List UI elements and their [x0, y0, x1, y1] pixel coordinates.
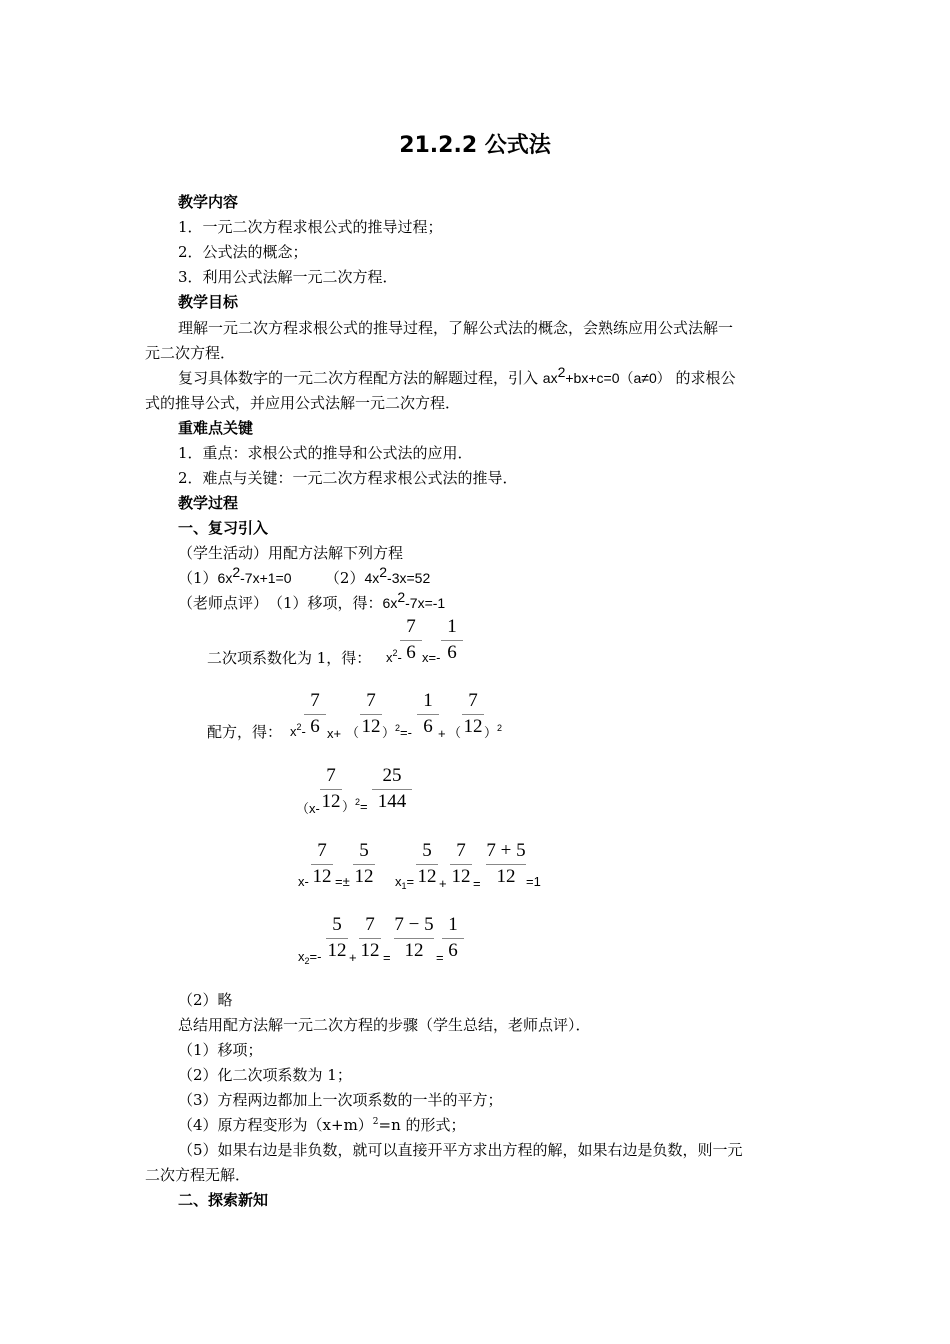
math-token: +: [349, 950, 357, 965]
summary-step-5a: （5）如果右边是非负数，就可以直接开平方求出方程的解，如果右边是负数，则一元: [178, 1141, 743, 1159]
math-token: ）$^2$=: [342, 797, 368, 814]
summary-step-3: （3）方程两边都加上一次项系数的一半的平方；: [178, 1091, 503, 1109]
math-token: =: [473, 876, 481, 891]
math-token: （: [448, 725, 462, 740]
fraction-7-6: 7 6: [302, 690, 328, 740]
key-item-2: 2．难点与关键：一元二次方程求根公式法的推导．: [178, 469, 518, 487]
math-token: =: [383, 950, 391, 965]
content-item-3: 3．利用公式法解一元二次方程．: [178, 268, 398, 286]
fraction-7-6: 7 6: [398, 616, 424, 666]
content-item-2: 2．公式法的概念；: [178, 243, 308, 261]
section-heading-process: 教学过程: [178, 494, 239, 512]
math-token: $x^2-$: [386, 648, 402, 665]
math-token: =1: [526, 874, 541, 889]
math-token: $x_2=-$: [298, 949, 322, 966]
part1-heading: 一、复习引入: [178, 519, 269, 537]
math-token: x+: [327, 726, 342, 741]
math-token: $x_1=$: [395, 874, 415, 891]
fraction-1-6: 1 6: [415, 690, 441, 740]
math-token: =: [436, 950, 444, 965]
goal-paragraph-2b: 式的推导公式，并应用公式法解一元二次方程．: [145, 394, 461, 412]
goal-paragraph-1a: 理解一元二次方程求根公式的推导过程，了解公式法的概念，会熟练应用公式法解一: [178, 319, 734, 337]
math-token: （: [346, 725, 360, 740]
math-token: ）$^2$: [484, 723, 503, 740]
fraction-1-6: 1 6: [439, 616, 465, 666]
fraction-7-12: 7 12: [451, 840, 471, 887]
fraction-7-12: 7 12: [360, 914, 380, 961]
summary-step-1: （1）移项；: [178, 1041, 263, 1059]
fraction-5-12: 5 12: [417, 840, 437, 887]
content-item-1: 1．一元二次方程求根公式的推导过程；: [178, 218, 443, 236]
page-title: 21.2.2 公式法: [399, 133, 551, 158]
goal-paragraph-1b: 元二次方程．: [145, 344, 236, 362]
fraction-7-12: 7 12: [312, 840, 332, 887]
equations-line: $(1)6x^2-7x+1=0$ $(2)4x^2-3x=52$: [178, 564, 431, 587]
math-token: ）$^2$=-: [382, 723, 412, 740]
student-activity: （学生活动）用配方法解下列方程: [178, 544, 404, 562]
math-token: x-: [298, 874, 309, 889]
key-item-1: 1．重点：求根公式的推导和公式法的应用．: [178, 444, 473, 462]
step-complete-label: 配方，得：: [207, 723, 283, 741]
fraction-7-12: 7 12: [321, 765, 341, 812]
summary-step-4: （4）原方程变形为$(x+m)^2=n$ 的形式；: [178, 1116, 466, 1134]
fraction-7-12: 7 12: [361, 690, 381, 737]
fraction-5-12: 5 12: [327, 914, 347, 961]
part2-omitted: （2）略: [178, 991, 233, 1009]
math-token: $x^2-$: [290, 722, 306, 739]
summary-line: 总结用配方法解一元二次方程的步骤（学生总结，老师点评）．: [178, 1016, 591, 1034]
math-token: +: [438, 726, 446, 741]
section-heading-goal: 教学目标: [178, 293, 239, 311]
fraction-7-12: 7 12: [463, 690, 483, 737]
part2-heading: 二、探索新知: [178, 1191, 269, 1209]
math-token: （x-: [296, 801, 320, 816]
fraction-5-12: 5 12: [354, 840, 374, 887]
math-token: +: [439, 876, 447, 891]
math-token: =±: [335, 874, 350, 889]
fraction-1-6: 1 6: [440, 914, 466, 964]
fraction-7plus5-12: 7 + 5 12: [486, 840, 526, 887]
section-heading-key: 重难点关键: [178, 419, 254, 437]
summary-step-2: （2）化二次项系数为 1；: [178, 1066, 352, 1084]
step-normalize-label: 二次项系数化为 1，得：: [207, 649, 372, 667]
math-token: x=-: [422, 650, 441, 665]
summary-step-5b: 二次方程无解．: [145, 1166, 251, 1184]
teacher-comment: （老师点评） （1）移项，得：$6x^2-7x=-1$: [178, 589, 446, 612]
goal-paragraph-2a: 复习具体数字的一元二次方程配方法的解题过程，引入 $ax^2+bx+c=0(a\ne 0)$ 的求根公: [178, 364, 736, 387]
fraction-25-144: 25 144: [370, 765, 414, 815]
section-heading-content: 教学内容: [178, 193, 239, 211]
fraction-7minus5-12: 7 − 5 12: [394, 914, 434, 961]
